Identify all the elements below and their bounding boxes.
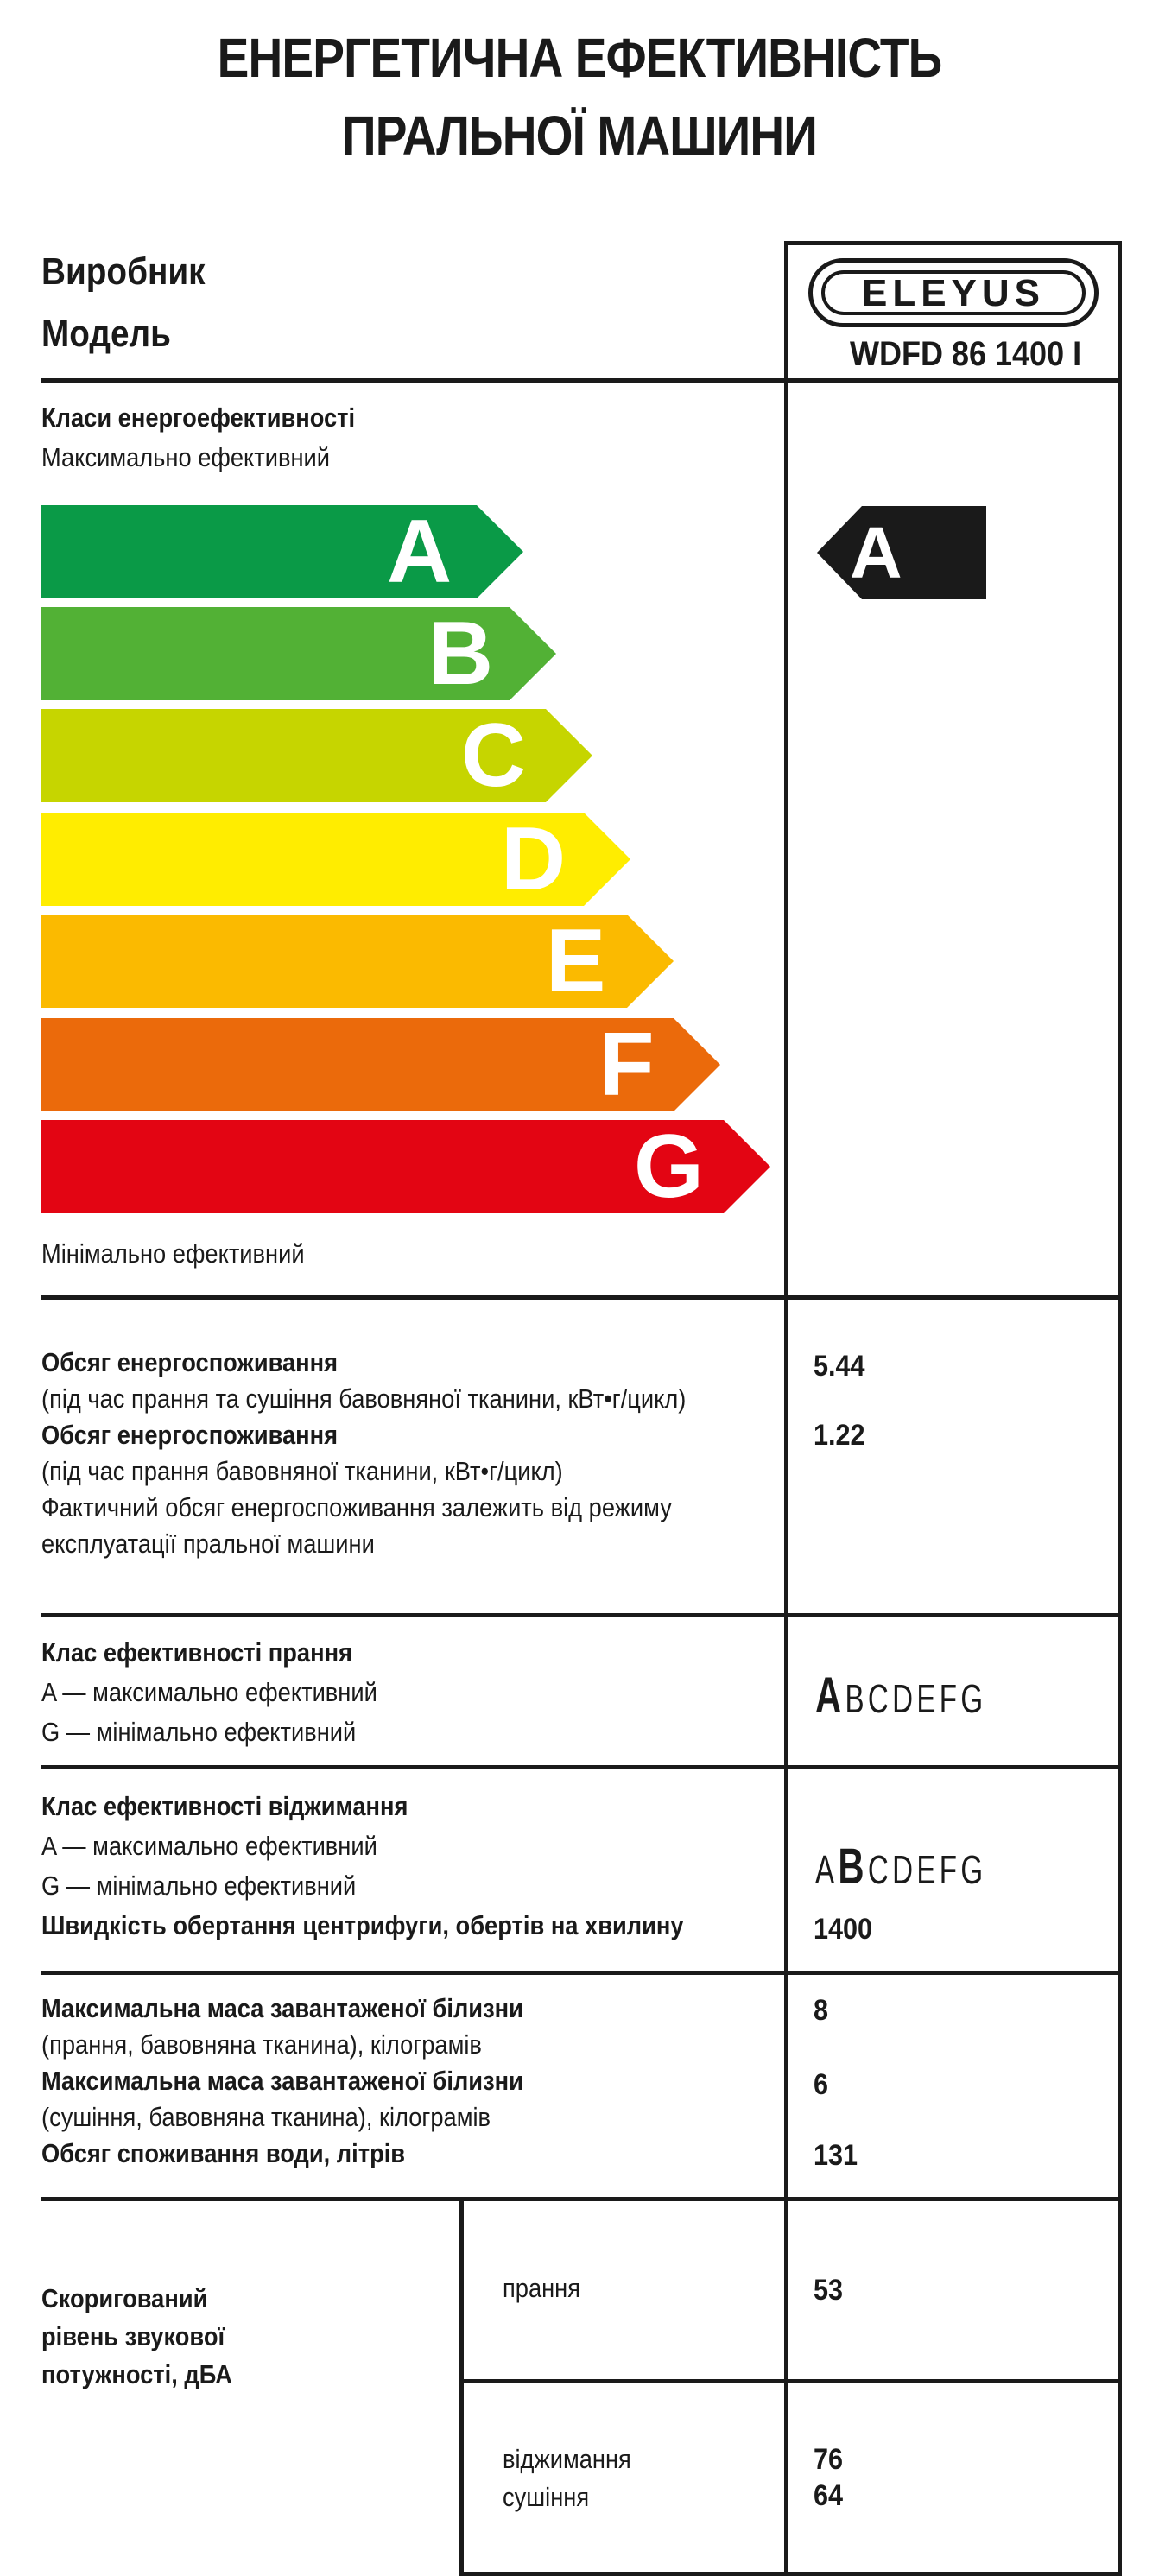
- label-consumption-note-2: експлуатації пральної машини: [41, 1529, 375, 1559]
- spin-scale-letter-e: E: [916, 1847, 940, 1892]
- wash-scale-letter-g: G: [960, 1676, 987, 1721]
- label-capacity-wash-sub: (прання, бавовняна тканина), кілограмів: [41, 2029, 482, 2060]
- bar-letter-f: F: [599, 1015, 655, 1115]
- divider-noise-vertical: [459, 2197, 464, 2576]
- spin-scale-letter-f: F: [939, 1847, 961, 1892]
- label-title-line1: ЕНЕРГЕТИЧНА ЕФЕКТИВНІСТЬ: [217, 27, 942, 89]
- divider-noise-inner: [462, 2379, 1122, 2383]
- spin-scale-letter-d: D: [892, 1847, 917, 1892]
- label-noise-3: потужності, дБА: [41, 2359, 232, 2389]
- label-consumption-1-sub: (під час прання та сушіння бавовняної тканини, кВт•г/цикл): [41, 1383, 687, 1414]
- label-wash-g-note: G — мінімально ефективний: [41, 1717, 357, 1747]
- label-capacity-dry-sub: (сушіння, бавовняна тканина), кілограмів: [41, 2102, 491, 2132]
- divider-spin: [41, 1971, 1122, 1975]
- label-title-line2: ПРАЛЬНОЇ МАШИНИ: [342, 104, 817, 167]
- rating-letter: A: [850, 512, 902, 593]
- label-manufacturer: Виробник: [41, 250, 206, 293]
- label-max-efficient: Максимально ефективний: [41, 442, 331, 472]
- label-consumption-2: Обсяг енергоспоживання: [41, 1420, 339, 1450]
- spin-scale-letter-c: C: [867, 1847, 893, 1892]
- label-spin-efficiency: Клас ефективності віджимання: [41, 1791, 408, 1821]
- spin-scale-letter-g: G: [960, 1847, 987, 1892]
- label-wash-efficiency: Клас ефективності прання: [41, 1637, 352, 1668]
- wash-class-scale: [815, 1670, 986, 1725]
- label-consumption-note-1: Фактичний обсяг енергоспоживання залежить від режиму: [41, 1492, 672, 1522]
- wash-scale-letter-a: A: [815, 1668, 846, 1724]
- label-min-efficient: Мінімально ефективний: [41, 1238, 305, 1269]
- divider-wash: [41, 1765, 1122, 1769]
- divider-classes: [41, 1295, 1122, 1300]
- value-noise-wash: 53: [814, 2274, 844, 2307]
- label-consumption-1: Обсяг енергоспоживання: [41, 1347, 339, 1377]
- label-capacity-wash: Максимальна маса завантаженої білизни: [41, 1993, 523, 2023]
- bar-letter-g: G: [634, 1117, 704, 1217]
- bar-letter-a: A: [387, 502, 453, 602]
- spin-class-scale: [815, 1841, 986, 1896]
- label-energy-classes: Класи енергоефективності: [41, 402, 356, 433]
- value-noise-spin: 76: [814, 2443, 844, 2476]
- label-water: Обсяг споживання води, літрів: [41, 2138, 406, 2168]
- label-wash-a-note: A — максимально ефективний: [41, 1677, 377, 1707]
- value-consumption-2: 1.22: [814, 1419, 865, 1452]
- value-model: WDFD 86 1400 I: [850, 335, 1082, 373]
- bar-letter-d: D: [501, 809, 567, 909]
- value-capacity-dry: 6: [814, 2068, 829, 2101]
- label-noise-1: Скоригований: [41, 2283, 208, 2313]
- label-capacity-dry: Максимальна маса завантаженої білизни: [41, 2066, 523, 2096]
- wash-scale-letter-e: E: [916, 1676, 940, 1721]
- bar-letter-e: E: [546, 911, 606, 1011]
- brand-logo-text: ELEYUS: [821, 270, 1086, 315]
- label-noise-dry: сушіння: [503, 2482, 590, 2512]
- label-spin-g-note: G — мінімально ефективний: [41, 1870, 357, 1901]
- value-capacity-wash: 8: [814, 1994, 829, 2027]
- spin-scale-letter-b: B: [838, 1839, 868, 1895]
- spin-scale-letter-a: A: [815, 1847, 839, 1892]
- divider-bottom: [462, 2572, 1122, 2576]
- value-water: 131: [814, 2139, 858, 2172]
- label-spin-speed: Швидкість обертання центрифуги, обертів на хвилину: [41, 1910, 684, 1940]
- divider-capacity: [41, 2197, 1122, 2201]
- wash-scale-letter-b: B: [845, 1676, 868, 1721]
- label-spin-a-note: A — максимально ефективний: [41, 1831, 377, 1861]
- bar-letter-b: B: [428, 604, 494, 704]
- wash-scale-letter-d: D: [892, 1676, 917, 1721]
- value-noise-dry: 64: [814, 2479, 844, 2512]
- label-model: Модель: [41, 313, 171, 355]
- value-spin-speed: 1400: [814, 1913, 873, 1946]
- label-noise-2: рівень звукової: [41, 2321, 225, 2351]
- label-noise-spin: віджимання: [503, 2444, 631, 2474]
- value-consumption-1: 5.44: [814, 1350, 865, 1383]
- label-noise-wash: прання: [503, 2273, 581, 2303]
- label-consumption-2-sub: (під час прання бавовняної тканини, кВт•г/цикл): [41, 1456, 563, 1486]
- divider-consumption: [41, 1613, 1122, 1617]
- bar-letter-c: C: [461, 706, 527, 806]
- wash-scale-letter-f: F: [939, 1676, 961, 1721]
- wash-scale-letter-c: C: [867, 1676, 893, 1721]
